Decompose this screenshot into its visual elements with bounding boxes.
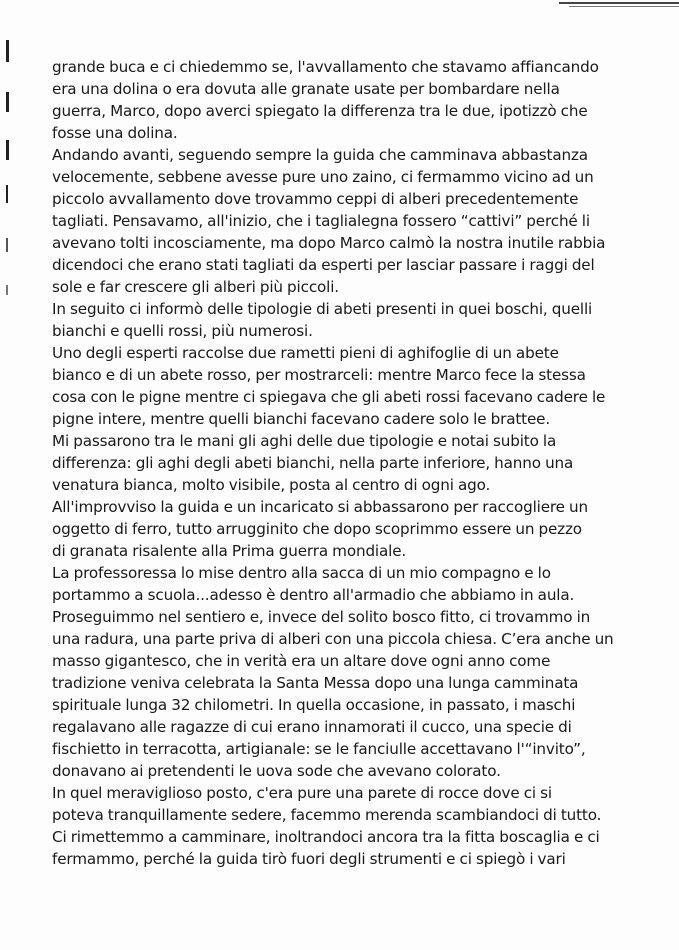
text-line: velocemente, sebbene avesse pure uno zaino, ci fermammo vicino ad un [52, 168, 594, 186]
text-line: piccolo avvallamento dove trovammo ceppi di alberi precedentemente [52, 190, 579, 208]
text-line: una radura, una parte priva di alberi con una piccola chiesa. C’era anche un [52, 630, 614, 648]
text-line: avevano tolti incosciamente, ma dopo Marco calmò la nostra inutile rabbia [52, 234, 606, 252]
text-line: guerra, Marco, dopo averci spiegato la differenza tra le due, ipotizzò che [52, 102, 588, 120]
text-line: differenza: gli aghi degli abeti bianchi, nella parte inferiore, hanno una [52, 454, 574, 472]
text-line: tagliati. Pensavamo, all'inizio, che i taglialegna fossero “cattivi” perché li [52, 212, 590, 230]
text-line: portammo a scuola...adesso è dentro all'armadio che abbiamo in aula. [52, 586, 575, 604]
scan-edge-line [569, 6, 679, 7]
text-line: grande buca e ci chiedemmo se, l'avvallamento che stavamo affiancando [52, 58, 599, 76]
text-line: Ci rimettemmo a camminare, inoltrandoci ancora tra la fitta boscaglia e ci [52, 828, 600, 846]
handwritten-text-body [52, 56, 622, 870]
text-line: All'improvviso la guida e un incaricato si abbassarono per raccogliere un [52, 498, 588, 516]
text-line: La professoressa lo mise dentro alla sacca di un mio compagno e lo [52, 564, 551, 582]
text-line: tradizione veniva celebrata la Santa Messa dopo una lunga camminata [52, 674, 579, 692]
text-line: Proseguimmo nel sentiero e, invece del solito bosco fitto, ci trovammo in [52, 608, 591, 626]
text-line: spirituale lunga 32 chilometri. In quella occasione, in passato, i maschi [52, 696, 576, 714]
binder-hole-mark [6, 40, 9, 62]
text-line: Andando avanti, seguendo sempre la guida che camminava abbastanza [52, 146, 588, 164]
binder-hole-mark [6, 238, 8, 252]
text-line: fosse una dolina. [52, 124, 178, 142]
text-line: fischietto in terracotta, artigianale: se le fanciulle accettavano l'“invito”, [52, 740, 586, 758]
binder-hole-mark [6, 92, 9, 112]
text-line: Uno degli esperti raccolse due rametti pieni di aghifoglie di un abete [52, 344, 559, 362]
text-line: donavano ai pretendenti le uova sode che avevano colorato. [52, 762, 501, 780]
text-line: oggetto di ferro, tutto arrugginito che dopo scoprimmo essere un pezzo [52, 520, 582, 538]
text-line: bianchi e quelli rossi, più numerosi. [52, 322, 313, 340]
text-line: In quel meraviglioso posto, c'era pure una parete di rocce dove ci si [52, 784, 552, 802]
text-line: Mi passarono tra le mani gli aghi delle due tipologie e notai subito la [52, 432, 557, 450]
binder-hole-mark [6, 185, 8, 203]
text-line: bianco e di un abete rosso, per mostrarceli: mentre Marco fece la stessa [52, 366, 586, 384]
text-line: venatura bianca, molto visibile, posta al centro di ogni ago. [52, 476, 491, 494]
binder-hole-mark [6, 285, 8, 295]
text-line: dicendoci che erano stati tagliati da esperti per lasciar passare i raggi del [52, 256, 595, 274]
scan-edge-line [559, 2, 679, 4]
text-line: cosa con le pigne mentre ci spiegava che gli abeti rossi facevano cadere le [52, 388, 606, 406]
text-line: regalavano alle ragazze di cui erano innamorati il cucco, una specie di [52, 718, 572, 736]
text-line: era una dolina o era dovuta alle granate usate per bombardare nella [52, 80, 560, 98]
binder-hole-mark [6, 140, 9, 160]
text-line: poteva tranquillamente sedere, facemmo merenda scambiandoci di tutto. [52, 806, 602, 824]
text-line: di granata risalente alla Prima guerra mondiale. [52, 542, 407, 560]
text-line: fermammo, perché la guida tirò fuori degli strumenti e ci spiegò i vari [52, 850, 566, 868]
text-line: In seguito ci informò delle tipologie di abeti presenti in quei boschi, quelli [52, 300, 593, 318]
text-line: masso gigantesco, che in verità era un altare dove ogni anno come [52, 652, 551, 670]
text-line: pigne intere, mentre quelli bianchi facevano cadere solo le brattee. [52, 410, 551, 428]
text-line: sole e far crescere gli alberi più piccoli. [52, 278, 339, 296]
